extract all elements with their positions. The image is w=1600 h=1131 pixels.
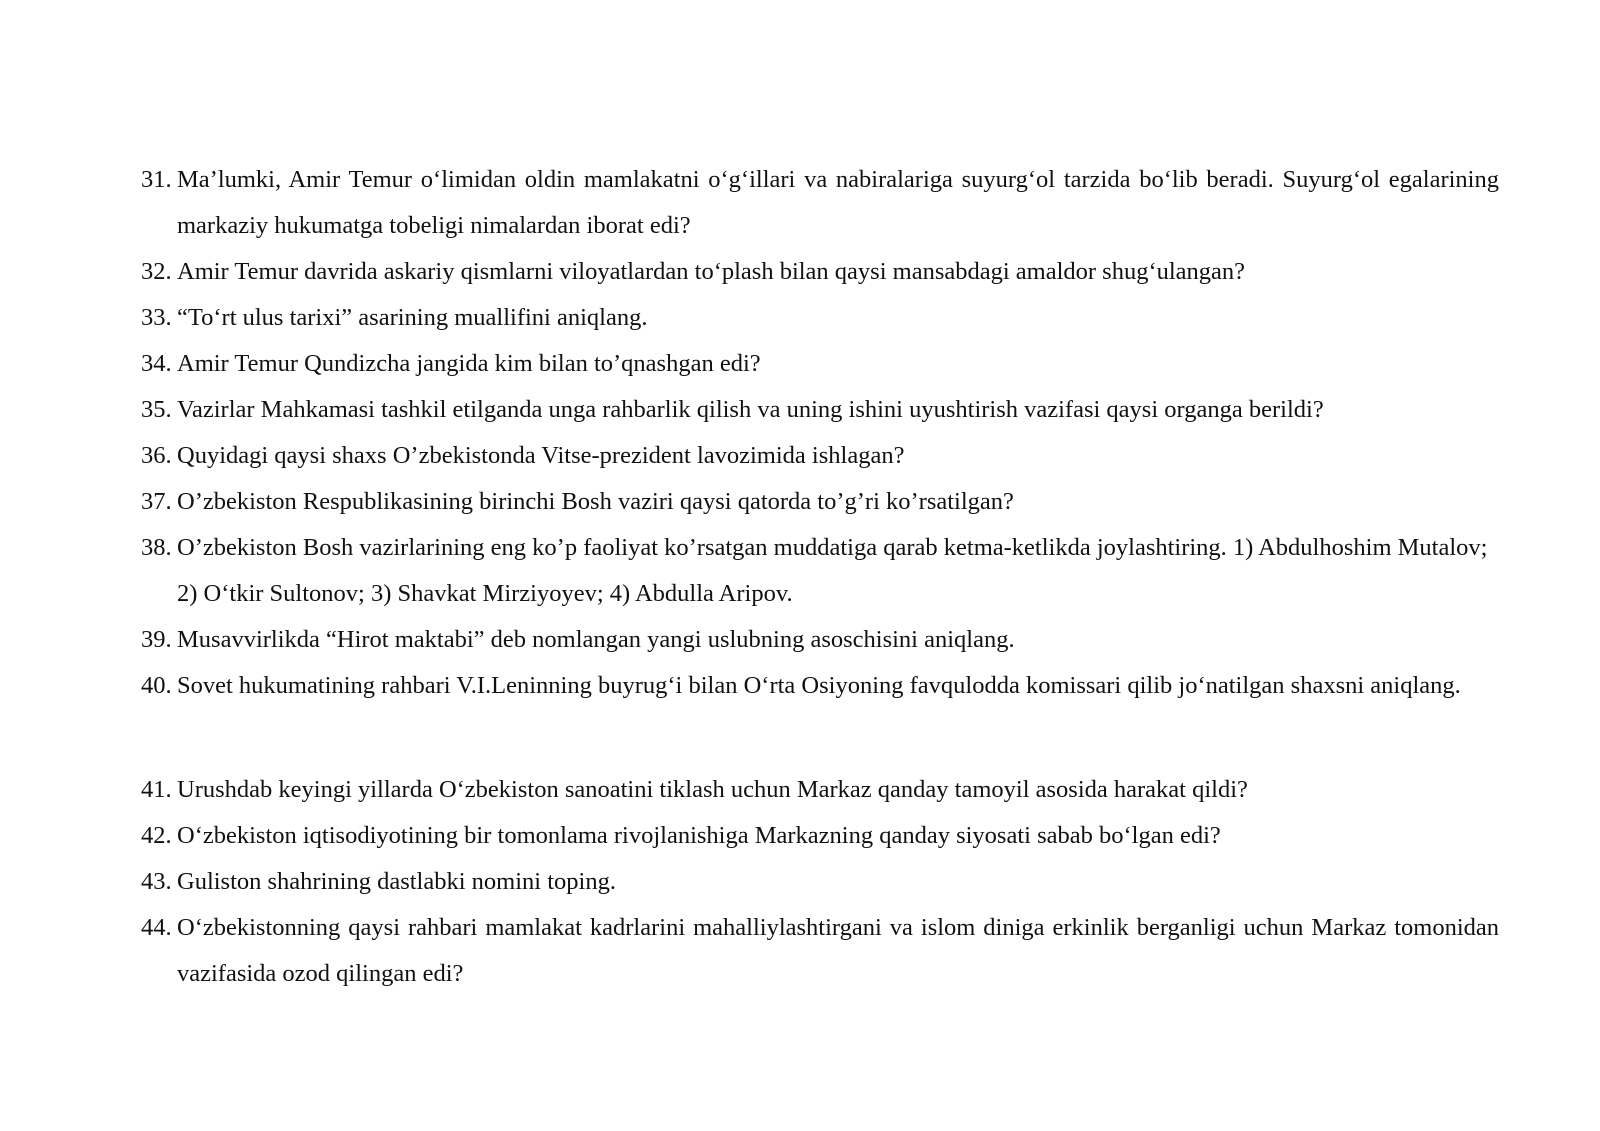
section-spacer bbox=[141, 709, 1499, 767]
question-text: O‘zbekiston iqtisodiyotining bir tomonlama rivojlanishiga Markazning qanday siyosati sabab bo‘lgan edi? bbox=[177, 822, 1221, 849]
question-item bbox=[141, 341, 1499, 387]
question-item bbox=[141, 157, 1499, 249]
question-number: 44. bbox=[141, 914, 172, 941]
question-text: Ma’lumki, Amir Temur o‘limidan oldin mamlakatni o‘g‘illari va nabiralariga suyurg‘ol tarzida bo‘lib beradi. Suyurg‘ol egalarining markaziy hukumatga tobeligi nimalardan iborat edi? bbox=[177, 166, 1499, 239]
question-text: Vazirlar Mahkamasi tashkil etilganda unga rahbarlik qilish va uning ishini uyushtirish vazifasi qaysi organga berildi? bbox=[177, 396, 1324, 423]
question-number: 31. bbox=[141, 166, 172, 193]
question-item bbox=[141, 249, 1499, 295]
question-text: Musavvirlikda “Hirot maktabi” deb nomlangan yangi uslubning asoschisini aniqlang. bbox=[177, 626, 1015, 653]
question-number: 41. bbox=[141, 776, 172, 803]
question-text: “To‘rt ulus tarixi” asarining muallifini aniqlang. bbox=[177, 304, 648, 331]
question-list bbox=[141, 157, 1499, 997]
question-item bbox=[141, 767, 1499, 813]
question-text: Quyidagi qaysi shaxs O’zbekistonda Vitse-prezident lavozimida ishlagan? bbox=[177, 442, 905, 469]
question-text: O’zbekiston Respublikasining birinchi Bosh vaziri qaysi qatorda to’g’ri ko’rsatilgan? bbox=[177, 488, 1014, 515]
question-item bbox=[141, 859, 1499, 905]
question-number: 43. bbox=[141, 868, 172, 895]
question-number: 33. bbox=[141, 304, 172, 331]
question-number: 42. bbox=[141, 822, 172, 849]
question-number: 39. bbox=[141, 626, 172, 653]
question-text: Amir Temur davrida askariy qismlarni viloyatlardan to‘plash bilan qaysi mansabdagi amaldor shug‘ulangan? bbox=[177, 258, 1246, 285]
question-item bbox=[141, 387, 1499, 433]
question-number: 36. bbox=[141, 442, 172, 469]
question-number: 35. bbox=[141, 396, 172, 423]
question-item bbox=[141, 433, 1499, 479]
question-number: 38. bbox=[141, 534, 172, 561]
question-text: O’zbekiston Bosh vazirlarining eng ko’p faoliyat ko’rsatgan muddatiga qarab ketma-ketlikda joylashtiring. 1) Abdulhoshim Mutalov; 2) O‘tkir Sultonov; 3) Shavkat Mirziyoyev; 4) Abdulla Aripov. bbox=[177, 534, 1488, 607]
question-number: 34. bbox=[141, 350, 172, 377]
question-item bbox=[141, 813, 1499, 859]
question-text: Guliston shahrining dastlabki nomini toping. bbox=[177, 868, 616, 895]
question-text: Sovet hukumatining rahbari V.I.Leninning buyrug‘i bilan O‘rta Osiyoning favqulodda komissari qilib jo‘natilgan shaxsni aniqlang. bbox=[177, 672, 1461, 699]
question-number: 37. bbox=[141, 488, 172, 515]
question-item bbox=[141, 525, 1499, 617]
question-item bbox=[141, 295, 1499, 341]
question-number: 32. bbox=[141, 258, 172, 285]
question-text: Amir Temur Qundizcha jangida kim bilan to’qnashgan edi? bbox=[177, 350, 761, 377]
question-item bbox=[141, 479, 1499, 525]
question-text: O‘zbekistonning qaysi rahbari mamlakat kadrlarini mahalliylashtirgani va islom diniga erkinlik berganligi uchun Markaz tomonidan vazifasida ozod qilingan edi? bbox=[177, 914, 1499, 987]
question-text: Urushdab keyingi yillarda O‘zbekiston sanoatini tiklash uchun Markaz qanday tamoyil asosida harakat qildi? bbox=[177, 776, 1248, 803]
question-item bbox=[141, 663, 1499, 709]
question-item bbox=[141, 905, 1499, 997]
question-item bbox=[141, 617, 1499, 663]
question-number: 40. bbox=[141, 672, 172, 699]
